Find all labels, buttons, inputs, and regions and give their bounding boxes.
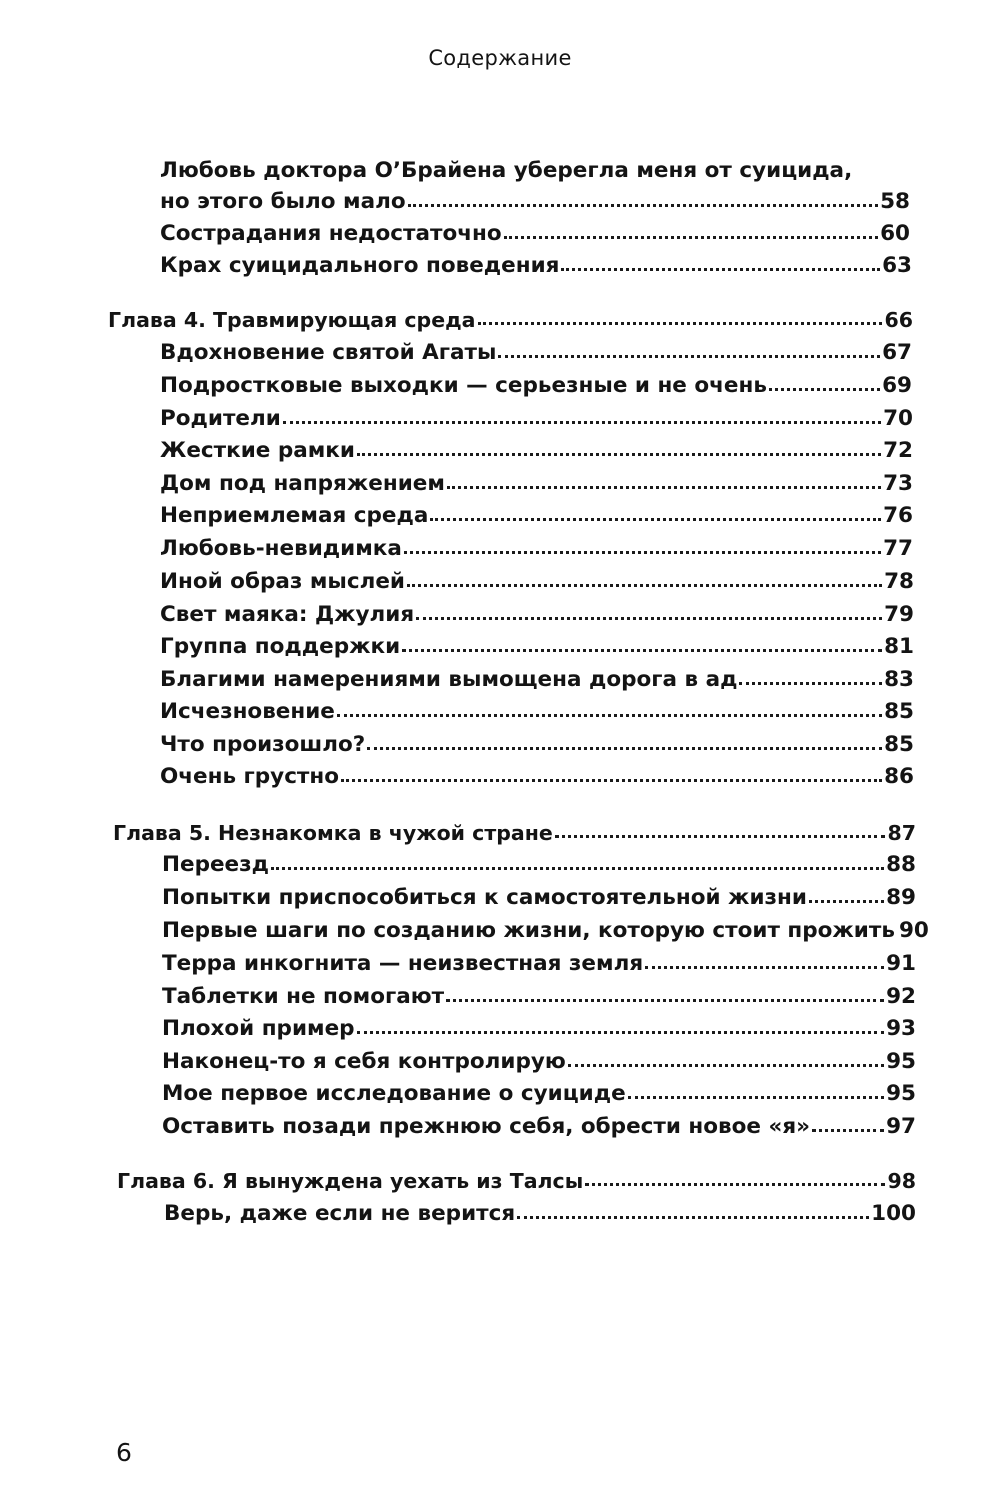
toc-entry-title: Любовь-невидимка (160, 535, 402, 561)
toc-entry (160, 370, 912, 396)
dot-leader (504, 236, 878, 239)
toc-entry-page: 58 (880, 188, 910, 214)
toc-entry-title: Жесткие рамки (160, 437, 355, 463)
dot-leader (404, 551, 881, 554)
dot-leader (478, 322, 883, 325)
toc-entry (160, 250, 912, 276)
toc-entry-page: 69 (882, 372, 912, 398)
toc-entry-title: Подростковые выходки — серьезные и не очень (160, 372, 767, 398)
toc-entry (162, 948, 916, 974)
dot-leader (628, 1096, 884, 1099)
toc-entry-title: Очень грустно (160, 763, 340, 789)
dot-leader (271, 867, 884, 870)
toc-entry-page: 67 (882, 339, 912, 365)
toc-entry-title: Сострадания недостаточно (160, 220, 502, 246)
dot-leader (357, 1031, 885, 1034)
running-head: Содержание (428, 46, 572, 70)
toc-entry (160, 533, 913, 559)
dot-leader (645, 966, 884, 969)
toc-entry-page: 79 (884, 601, 914, 627)
toc-entry-page: 70 (883, 405, 913, 431)
toc-entry-title: Иной образ мыслей (160, 568, 405, 594)
toc-entry-page: 97 (886, 1113, 916, 1139)
toc-entry-title: Группа поддержки (160, 633, 401, 659)
toc-entry (160, 631, 914, 657)
toc-entry-title: Терра инкогнита — неизвестная земля (162, 950, 644, 976)
toc-entry-page: 95 (886, 1080, 916, 1106)
dot-leader (568, 1064, 884, 1067)
toc-entry-title: но этого было мало (160, 188, 406, 214)
toc-entry-title: Таблетки не помогают (162, 983, 445, 1009)
toc-entry-page: 60 (880, 220, 910, 246)
toc-entry (162, 882, 916, 908)
toc-entry-title: Переезд (162, 851, 269, 877)
toc-entry-page: 95 (886, 1048, 916, 1074)
toc-entry (160, 155, 892, 181)
dot-leader (430, 518, 881, 521)
toc-entry-page: 77 (883, 535, 913, 561)
toc-entry-page: 91 (886, 950, 916, 976)
toc-entry (160, 500, 913, 526)
dot-leader (408, 204, 878, 207)
dot-leader (812, 1129, 884, 1132)
toc-entry-page: 86 (884, 763, 914, 789)
toc-entry (160, 729, 914, 755)
toc-entry-title: Благими намерениями вымощена дорога в ад (160, 666, 738, 692)
dot-leader (585, 1183, 885, 1186)
toc-entry-title: Крах суицидального поведения (160, 252, 560, 278)
toc-entry (160, 186, 910, 212)
toc-entry-title: Оставить позади прежнюю себя, обрести новое «я» (162, 1113, 811, 1139)
toc-entry-title: Вдохновение святой Агаты (160, 339, 497, 365)
toc-chapter-entry (108, 304, 913, 330)
toc-entry (162, 849, 916, 875)
toc-entry-title: Плохой пример (162, 1015, 355, 1041)
toc-entry-page: 93 (886, 1015, 916, 1041)
toc-entry-title: Свет маяка: Джулия (160, 601, 415, 627)
toc-entry (160, 468, 913, 494)
dot-leader (498, 355, 880, 358)
toc-entry (164, 1198, 916, 1224)
toc-entry-title: Наконец-то я себя контролирую (162, 1048, 566, 1074)
toc-entry-page: 81 (884, 633, 914, 659)
dot-leader (769, 388, 880, 391)
toc-entry-title: Любовь доктора О’Брайена уберегла меня от суицида, (160, 157, 853, 183)
toc-entry-page: 87 (887, 820, 916, 845)
dot-leader (367, 747, 882, 750)
toc-entry (160, 435, 913, 461)
toc-entry (160, 337, 912, 363)
toc-entry-page: 90 (898, 917, 929, 943)
toc-entry (160, 761, 914, 787)
toc-entry-page: 83 (884, 666, 914, 692)
dot-leader (407, 584, 882, 587)
toc-entry-title: Что произошло? (160, 731, 366, 757)
toc-entry-page: 66 (884, 307, 913, 332)
dot-leader (809, 900, 884, 903)
dot-leader (337, 714, 882, 717)
toc-entry-page: 89 (886, 884, 916, 910)
dot-leader (283, 421, 881, 424)
dot-leader (561, 268, 880, 271)
dot-leader (341, 779, 882, 782)
toc-entry-title: Родители (160, 405, 281, 431)
toc-entry (160, 599, 914, 625)
dot-leader (446, 999, 884, 1002)
page-number: 6 (116, 1438, 132, 1467)
toc-entry (160, 696, 914, 722)
toc-entry-page: 76 (883, 502, 913, 528)
dot-leader (555, 835, 886, 838)
toc-entry-title: Дом под напряжением (160, 470, 445, 496)
toc-entry-page: 92 (886, 983, 916, 1009)
toc-chapter-entry (117, 1165, 916, 1191)
toc-entry-page: 63 (882, 252, 912, 278)
toc-entry-title: Глава 4. Травмирующая среда (108, 307, 476, 332)
toc-entry (162, 981, 916, 1007)
toc-entry (162, 1111, 916, 1137)
toc-chapter-entry (113, 817, 916, 843)
dot-leader (739, 682, 882, 685)
toc-entry (162, 1013, 916, 1039)
toc-entry (160, 566, 914, 592)
dot-leader (416, 617, 882, 620)
dot-leader (447, 486, 881, 489)
toc-entry-page: 72 (883, 437, 913, 463)
toc-entry-title: Попытки приспособиться к самостоятельной жизни (162, 884, 807, 910)
toc-entry-page: 85 (884, 698, 914, 724)
toc-entry (162, 915, 929, 943)
toc-entry (162, 1046, 916, 1072)
toc-entry (160, 664, 914, 690)
toc-entry-title: Верь, даже если не верится (164, 1200, 516, 1226)
toc-entry-page: 73 (883, 470, 913, 496)
toc-entry-title: Глава 5. Незнакомка в чужой стране (113, 820, 553, 845)
toc-entry (162, 1078, 916, 1104)
toc-entry (160, 218, 910, 244)
toc-entry-title: Глава 6. Я вынуждена уехать из Талсы (117, 1168, 584, 1193)
toc-entry-page: 98 (887, 1168, 916, 1193)
dot-leader (517, 1216, 869, 1219)
toc-entry-page: 78 (884, 568, 914, 594)
dot-leader (402, 649, 882, 652)
toc-entry-page: 88 (886, 851, 916, 877)
toc-entry-page: 85 (884, 731, 914, 757)
toc-entry-title: Неприемлемая среда (160, 502, 429, 528)
toc-entry (160, 403, 913, 429)
toc-entry-title: Первые шаги по созданию жизни, которую стоит прожить (162, 917, 895, 943)
toc-entry-title: Исчезновение (160, 698, 335, 724)
toc-entry-title: Мое первое исследование о суициде (162, 1080, 626, 1106)
dot-leader (357, 453, 881, 456)
toc-entry-page: 100 (871, 1200, 916, 1226)
